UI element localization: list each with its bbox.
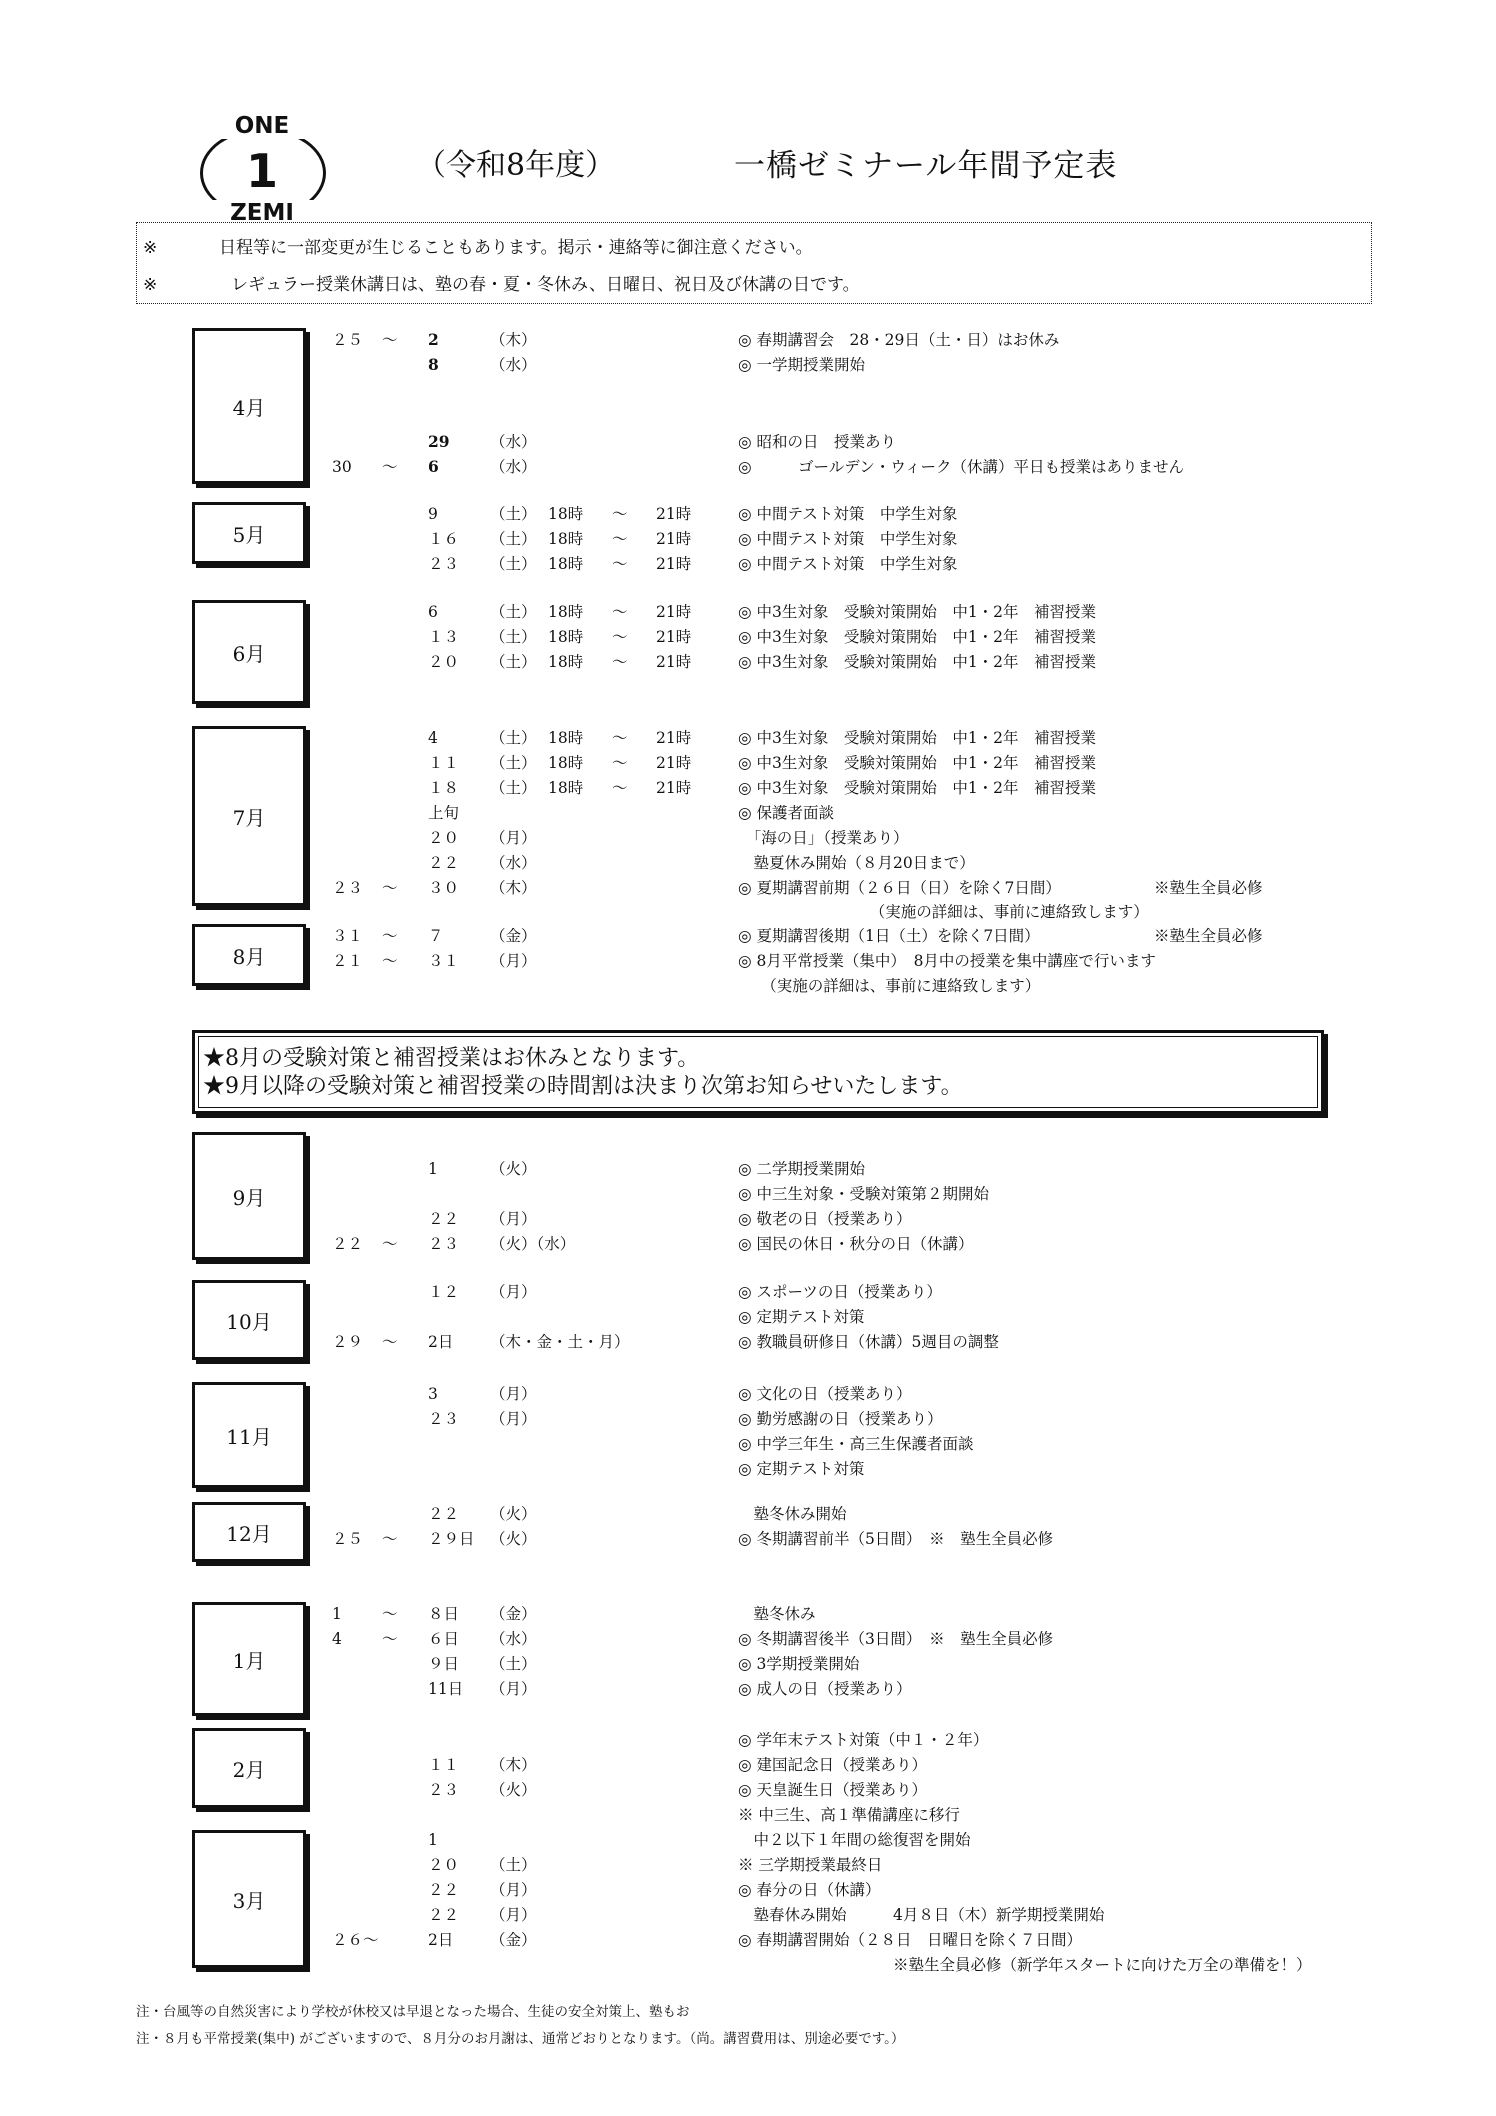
weekday: （金） [490, 1605, 537, 1623]
date: ３０ [428, 879, 460, 897]
event-text: ◎ 中間テスト対策 中学生対象 [738, 530, 958, 548]
event-text: ◎ 中間テスト対策 中学生対象 [738, 505, 958, 523]
weekday: （金） [490, 927, 537, 945]
event-text: ◎ 一学期授業開始 [738, 356, 865, 374]
date: 2日 [428, 1333, 454, 1351]
weekday: （金） [490, 1931, 537, 1949]
date: ２３ [428, 555, 460, 573]
month-box: 2月 [192, 1728, 306, 1808]
event-text: 塾夏休み開始（８月20日まで） [738, 854, 975, 872]
month-box: 6月 [192, 600, 306, 704]
end-time: 21時 [656, 603, 692, 621]
event-text: ◎ 成人の日（授業あり） [738, 1680, 912, 1698]
event-text: ◎ 中3生対象 受験対策開始 中1・2年 補習授業 [738, 779, 1097, 797]
start-time: 18時 [548, 754, 584, 772]
start-time: 18時 [548, 779, 584, 797]
date: 1 [428, 1831, 438, 1849]
weekday: （月） [490, 1283, 537, 1301]
event-text: 塾冬休み開始 [738, 1505, 847, 1523]
event-text: ◎ 冬期講習前半（5日間） ※ 塾生全員必修 [738, 1530, 1054, 1548]
date: ２３ [428, 1235, 460, 1253]
event-text: ※塾生全員必修（新学年スタートに向けた万全の準備を！） [738, 1956, 1312, 1974]
range-separator: ～ [382, 879, 398, 897]
date: ７ [428, 927, 444, 945]
range-separator: ～ [382, 458, 398, 476]
date: ２２ [428, 1881, 460, 1899]
event-text: ◎ 中3生対象 受験対策開始 中1・2年 補習授業 [738, 603, 1097, 621]
weekday: （火） [490, 1505, 537, 1523]
month-box: 3月 [192, 1830, 306, 1968]
event-text: ◎ 建国記念日（授業あり） [738, 1756, 927, 1774]
weekday: （土） [490, 603, 537, 621]
date: ３１ [428, 952, 460, 970]
start-date: ２６～ [332, 1931, 379, 1949]
time-separator: ～ [612, 505, 628, 523]
weekday: （土） [490, 505, 537, 523]
start-time: 18時 [548, 555, 584, 573]
event-text: 「海の日」（授業あり） [738, 829, 909, 847]
end-time: 21時 [656, 505, 692, 523]
weekday: （木・金・土・月） [490, 1333, 630, 1351]
notice-text: レギュラー授業休講日は、塾の春・夏・冬休み、日曜日、祝日及び休講の日です。 [231, 275, 860, 295]
event-text: ◎ 中学三年生・高三生保護者面談 [738, 1435, 974, 1453]
weekday: （火） [490, 1781, 537, 1799]
weekday: （土） [490, 653, 537, 671]
time-separator: ～ [612, 603, 628, 621]
event-text: ◎ 天皇誕生日（授業あり） [738, 1781, 927, 1799]
date: 9 [428, 505, 438, 523]
month-box: 12月 [192, 1502, 306, 1562]
event-text: ◎ 中3生対象 受験対策開始 中1・2年 補習授業 [738, 653, 1097, 671]
start-date: ３１ [332, 927, 364, 945]
date: １６ [428, 530, 460, 548]
weekday: （月） [490, 1680, 537, 1698]
start-date: ２２ [332, 1235, 364, 1253]
event-text: ◎ 学年末テスト対策（中１・２年） [738, 1731, 989, 1749]
event-note: ※塾生全員必修 [1154, 879, 1263, 897]
month-box: 9月 [192, 1132, 306, 1260]
logo-bottom-text: ZEMI [224, 200, 300, 226]
weekday: （月） [490, 1210, 537, 1228]
event-text: ◎ 春期講習会 28・29日（土・日）はお休み [738, 331, 1060, 349]
weekday: （土） [490, 779, 537, 797]
event-text: ◎ 中3生対象 受験対策開始 中1・2年 補習授業 [738, 729, 1097, 747]
range-separator: ～ [382, 331, 398, 349]
event-text: ◎ 冬期講習後半（3日間） ※ 塾生全員必修 [738, 1630, 1054, 1648]
event-text: ◎ 夏期講習前期（２６日（日）を除く7日間） [738, 879, 1061, 897]
date: ２２ [428, 1906, 460, 1924]
start-date: 30 [332, 458, 352, 476]
notice-mark: ※ [143, 275, 158, 295]
notice-text: 日程等に一部変更が生じることもあります。掲示・連絡等に御注意ください。 [219, 238, 813, 258]
logo-top-text: ONE [229, 113, 296, 139]
weekday: （火） [490, 1160, 537, 1178]
event-text: ◎ 中三生対象・受験対策第２期開始 [738, 1185, 989, 1203]
event-text: ◎ 中間テスト対策 中学生対象 [738, 555, 958, 573]
date: 6 [428, 603, 438, 621]
time-separator: ～ [612, 729, 628, 747]
event-text: ◎ 春分の日（休講） [738, 1881, 881, 1899]
date: ２０ [428, 653, 460, 671]
weekday: （水） [490, 1630, 537, 1648]
event-text: ◎ 3学期授業開始 [738, 1655, 860, 1673]
weekday: （木） [490, 331, 537, 349]
range-separator: ～ [382, 952, 398, 970]
end-time: 21時 [656, 555, 692, 573]
event-text: ◎ 昭和の日 授業あり [738, 433, 896, 451]
end-time: 21時 [656, 530, 692, 548]
weekday: （水） [490, 854, 537, 872]
time-separator: ～ [612, 530, 628, 548]
event-text: ◎ スポーツの日（授業あり） [738, 1283, 942, 1301]
fiscal-year: （令和8年度） [416, 148, 616, 183]
date: 29 [428, 432, 450, 451]
event-text: （実施の詳細は、事前に連絡致します） [738, 977, 1041, 995]
date: １１ [428, 1756, 460, 1774]
date: １３ [428, 628, 460, 646]
event-text: ◎ 国民の休日・秋分の日（休講） [738, 1235, 974, 1253]
start-time: 18時 [548, 505, 584, 523]
notice-box [136, 222, 1372, 304]
weekday: （土） [490, 628, 537, 646]
start-date: ２３ [332, 879, 364, 897]
event-text: ◎ 保護者面談 [738, 804, 834, 822]
star-note: ★9月以降の受験対策と補習授業の時間割は決まり次第お知らせいたします。 [203, 1074, 963, 1099]
start-date: 1 [332, 1605, 342, 1623]
weekday: （水） [490, 458, 537, 476]
start-date: ２５ [332, 1530, 364, 1548]
weekday: （火） [490, 1530, 537, 1548]
weekday: （月） [490, 1881, 537, 1899]
end-time: 21時 [656, 653, 692, 671]
event-text: 塾冬休み [738, 1605, 816, 1623]
date: ８日 [428, 1605, 460, 1623]
date: ２２ [428, 1210, 460, 1228]
date: 8 [428, 355, 439, 374]
start-date: 4 [332, 1630, 342, 1648]
start-date: ２９ [332, 1333, 364, 1351]
range-separator: ～ [382, 1630, 398, 1648]
event-text: ◎ 定期テスト対策 [738, 1460, 865, 1478]
page-title: 一橋ゼミナール年間予定表 [734, 148, 1118, 184]
date: １８ [428, 779, 460, 797]
start-time: 18時 [548, 653, 584, 671]
weekday: （土） [490, 729, 537, 747]
end-time: 21時 [656, 628, 692, 646]
date: 11日 [428, 1680, 464, 1698]
range-separator: ～ [382, 1530, 398, 1548]
date: 6 [428, 457, 439, 476]
end-time: 21時 [656, 729, 692, 747]
range-separator: ～ [382, 1605, 398, 1623]
date: ２０ [428, 829, 460, 847]
month-box: 7月 [192, 726, 306, 906]
time-separator: ～ [612, 754, 628, 772]
weekday: （月） [490, 952, 537, 970]
notice-star-box [192, 1030, 1324, 1114]
weekday: （火）（水） [490, 1235, 576, 1253]
month-box: 8月 [192, 924, 306, 986]
event-text: 塾春休み開始 4月８日（木）新学期授業開始 [738, 1906, 1105, 1924]
weekday: （水） [490, 356, 537, 374]
event-text: ※ 中三生、高１準備講座に移行 [738, 1806, 960, 1824]
star-note: ★8月の受験対策と補習授業はお休みとなります。 [203, 1046, 700, 1071]
logo-middle-text: 1 [245, 144, 278, 198]
date: ２９日 [428, 1530, 475, 1548]
range-separator: ～ [382, 1235, 398, 1253]
event-text: ◎ 二学期授業開始 [738, 1160, 865, 1178]
weekday: （土） [490, 555, 537, 573]
weekday: （土） [490, 1856, 537, 1874]
date: ２３ [428, 1410, 460, 1428]
time-separator: ～ [612, 555, 628, 573]
notice-mark: ※ [143, 238, 158, 258]
event-text: ◎ 定期テスト対策 [738, 1308, 865, 1326]
range-separator: ～ [382, 1333, 398, 1351]
event-text: ◎ ゴールデン・ウィーク（休講）平日も授業はありません [738, 458, 1184, 476]
start-date: ２５ [332, 331, 364, 349]
event-text: ◎ 夏期講習後期（1日（土）を除く7日間） [738, 927, 1040, 945]
weekday: （土） [490, 530, 537, 548]
time-separator: ～ [612, 628, 628, 646]
event-text: ◎ 中3生対象 受験対策開始 中1・2年 補習授業 [738, 628, 1097, 646]
time-separator: ～ [612, 653, 628, 671]
date: 上旬 [428, 804, 460, 822]
end-time: 21時 [656, 779, 692, 797]
notice-line [143, 233, 813, 258]
event-text: ◎ 教職員研修日（休講）5週目の調整 [738, 1333, 999, 1351]
month-box: 11月 [192, 1382, 306, 1488]
logo [196, 108, 328, 232]
event-text: ◎ 勤労感謝の日（授業あり） [738, 1410, 943, 1428]
weekday: （木） [490, 1756, 537, 1774]
date: ２２ [428, 1505, 460, 1523]
start-date: ２１ [332, 952, 364, 970]
event-text: （実施の詳細は、事前に連絡致します） [738, 903, 1149, 921]
date: 4 [428, 729, 438, 747]
date: 3 [428, 1385, 438, 1403]
weekday: （土） [490, 1655, 537, 1673]
date: ９日 [428, 1655, 460, 1673]
event-text: ◎ 8月平常授業（集中） 8月中の授業を集中講座で行います [738, 952, 1156, 970]
event-text: 中２以下１年間の総復習を開始 [738, 1831, 971, 1849]
weekday: （土） [490, 754, 537, 772]
notice-line [143, 270, 860, 295]
date: 1 [428, 1160, 438, 1178]
month-box: 10月 [192, 1280, 306, 1360]
weekday: （月） [490, 829, 537, 847]
event-text: ※ 三学期授業最終日 [738, 1856, 883, 1874]
weekday: （月） [490, 1410, 537, 1428]
date: ２０ [428, 1856, 460, 1874]
end-time: 21時 [656, 754, 692, 772]
start-time: 18時 [548, 603, 584, 621]
footnote: 注・８月も平常授業(集中) がございますので、８月分のお月謝は、通常どおりとなります。（尚。講習費用は、別途必要です。） [136, 2031, 905, 2047]
range-separator: ～ [382, 927, 398, 945]
date: 2日 [428, 1931, 454, 1949]
date: １２ [428, 1283, 460, 1301]
month-box: 1月 [192, 1602, 306, 1716]
weekday: （月） [490, 1385, 537, 1403]
event-text: ◎ 文化の日（授業あり） [738, 1385, 912, 1403]
start-time: 18時 [548, 530, 584, 548]
event-text: ◎ 中3生対象 受験対策開始 中1・2年 補習授業 [738, 754, 1097, 772]
event-note: ※塾生全員必修 [1154, 927, 1263, 945]
date: １１ [428, 754, 460, 772]
weekday: （木） [490, 879, 537, 897]
start-time: 18時 [548, 628, 584, 646]
weekday: （水） [490, 433, 537, 451]
date: ２３ [428, 1781, 460, 1799]
date: ６日 [428, 1630, 460, 1648]
month-box: 5月 [192, 502, 306, 564]
date: ２２ [428, 854, 460, 872]
time-separator: ～ [612, 779, 628, 797]
date: 2 [428, 330, 439, 349]
event-text: ◎ 敬老の日（授業あり） [738, 1210, 912, 1228]
start-time: 18時 [548, 729, 584, 747]
footnote: 注・台風等の自然災害により学校が休校又は早退となった場合、生徒の安全対策上、塾もお [136, 2004, 690, 2020]
weekday: （月） [490, 1906, 537, 1924]
event-text: ◎ 春期講習開始（２８日 日曜日を除く７日間） [738, 1931, 1082, 1949]
month-box: 4月 [192, 328, 306, 484]
